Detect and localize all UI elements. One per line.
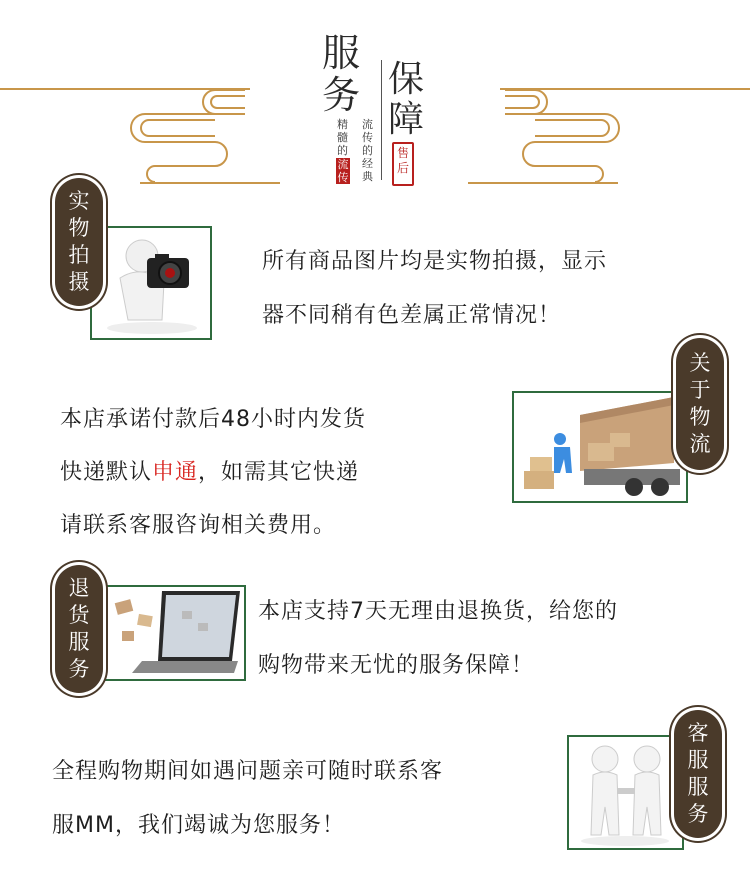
badge-char: 实 (68, 189, 90, 213)
badge-char: 务 (687, 802, 709, 826)
logistics-text-part: 快递默认 (60, 460, 153, 485)
header-tagline-2: 流传的经典 (362, 118, 373, 183)
badge-char: 关 (689, 351, 711, 375)
cloud-scroll-left-icon (105, 84, 255, 184)
laptop-image (100, 585, 246, 681)
truck-image (512, 391, 688, 503)
badge-char: 服 (68, 630, 90, 654)
photographer-image (90, 226, 212, 340)
header-tagline-1-seal: 流传 (337, 158, 349, 184)
logistics-text-part: ，如需其它快递 (198, 460, 360, 485)
returns-text-line-1: 本店支持7天无理由退换货，给您的 (258, 599, 618, 624)
courier-highlight: 申通 (152, 460, 199, 485)
badge-logistics (676, 338, 724, 470)
badge-char: 拍 (68, 243, 90, 267)
badge-char: 物 (68, 216, 90, 240)
badge-char: 务 (68, 657, 90, 681)
service-text-line-1: 全程购物期间如遇问题亲可随时联系客 (52, 759, 444, 784)
returns-text-line-2: 购物带来无忧的服务保障！ (258, 653, 535, 678)
badge-char: 客 (687, 721, 709, 745)
logistics-text-line-1: 本店承诺付款后48小时内发货 (60, 407, 366, 432)
badge-char: 于 (689, 378, 711, 402)
cloud-scroll-right-icon (495, 84, 645, 184)
logistics-text-line-3: 请联系客服咨询相关费用。 (60, 513, 337, 538)
header-title-guarantee: 保障 (388, 59, 425, 140)
handshake-image (567, 735, 684, 850)
photographer-figure-icon (92, 228, 210, 338)
badge-char: 流 (689, 432, 711, 456)
badge-returns (55, 565, 103, 693)
header-divider (381, 60, 382, 180)
handshake-figures-icon (569, 737, 682, 848)
badge-customer-service (674, 710, 722, 838)
after-sales-stamp: 售后 (392, 142, 414, 186)
service-text-line-2: 服MM，我们竭诚为您服务！ (52, 813, 345, 838)
badge-char: 服 (687, 748, 709, 772)
photo-text-line-2: 器不同稍有色差属正常情况！ (262, 303, 562, 328)
laptop-boxes-icon (102, 587, 244, 679)
header-tagline-1: 精髓的 (337, 118, 348, 157)
badge-char: 服 (687, 775, 709, 799)
header-title-service: 服务 (322, 31, 361, 117)
badge-char: 退 (68, 576, 90, 600)
delivery-truck-icon (514, 393, 686, 501)
logistics-text-line-2 (60, 455, 359, 486)
badge-char: 货 (68, 603, 90, 627)
photo-text-line-1: 所有商品图片均是实物拍摄，显示 (262, 249, 608, 274)
badge-real-photos (55, 178, 103, 306)
badge-char: 摄 (68, 270, 90, 294)
badge-char: 物 (689, 405, 711, 429)
